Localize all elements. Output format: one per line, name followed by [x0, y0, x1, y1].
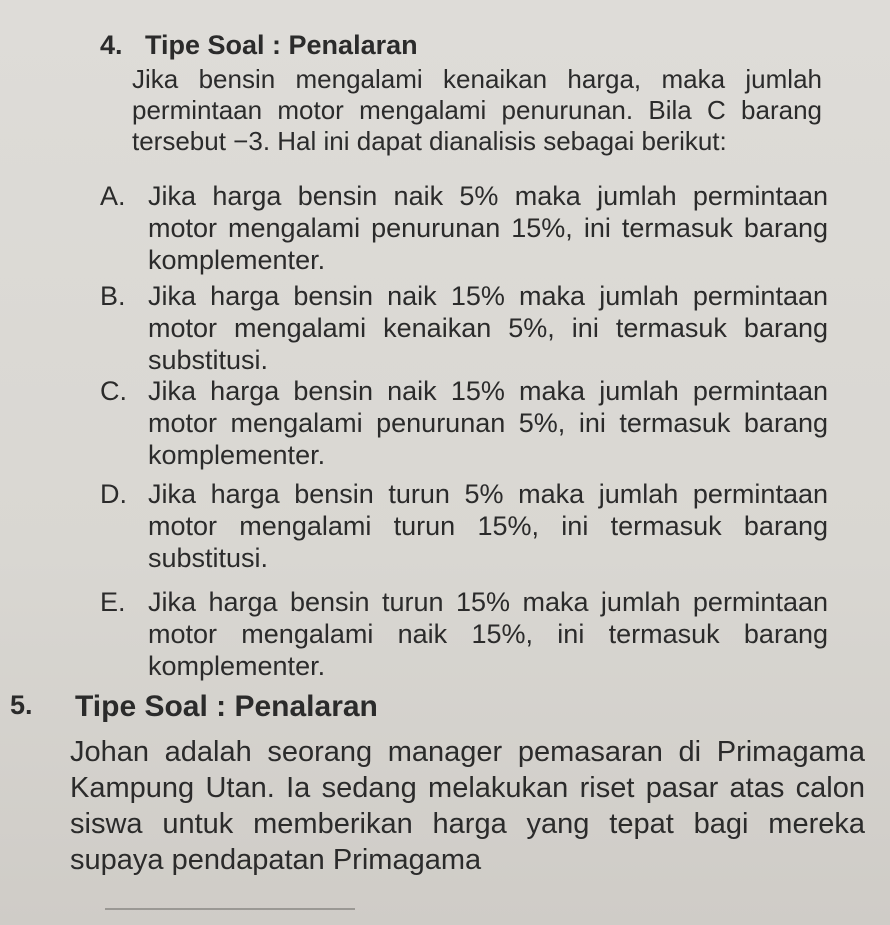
option-letter: B.: [100, 281, 126, 311]
option-letter: C.: [100, 376, 127, 406]
option-letter: E.: [100, 587, 126, 617]
option-text: Jika harga bensin naik 15% maka jumlah permintaan motor mengalami penurunan 5%, ini termasuk barang komplementer.: [148, 376, 828, 470]
question-stem: Johan adalah seorang manager pemasaran di Primagama Kampung Utan. Ia sedang melakukan riset pasar atas calon siswa untuk memberikan harga yang tepat bagi mereka supaya pendapatan Primagama: [70, 736, 865, 876]
question-number: 5.: [10, 690, 33, 720]
question-type-title: Tipe Soal : Penalaran: [145, 30, 418, 60]
question-number: 4.: [100, 30, 123, 60]
option-text: Jika harga bensin turun 15% maka jumlah permintaan motor mengalami naik 15%, ini termasuk barang komplementer.: [148, 587, 828, 681]
question-stem: Jika bensin mengalami kenaikan harga, maka jumlah permintaan motor mengalami penurunan. Bila C barang tersebut −3. Hal ini dapat dianalisis sebagai berikut:: [132, 64, 822, 156]
option-letter: A.: [100, 181, 126, 211]
option-text: Jika harga bensin naik 5% maka jumlah permintaan motor mengalami penurunan 15%, ini termasuk barang komplementer.: [148, 181, 828, 275]
option-text: Jika harga bensin turun 5% maka jumlah permintaan motor mengalami turun 15%, ini termasuk barang substitusi.: [148, 479, 828, 573]
divider-line: [105, 908, 355, 910]
question-type-title: Tipe Soal : Penalaran: [75, 690, 378, 723]
option-text: Jika harga bensin naik 15% maka jumlah permintaan motor mengalami kenaikan 5%, ini termasuk barang substitusi.: [148, 281, 828, 375]
option-letter: D.: [100, 479, 127, 509]
